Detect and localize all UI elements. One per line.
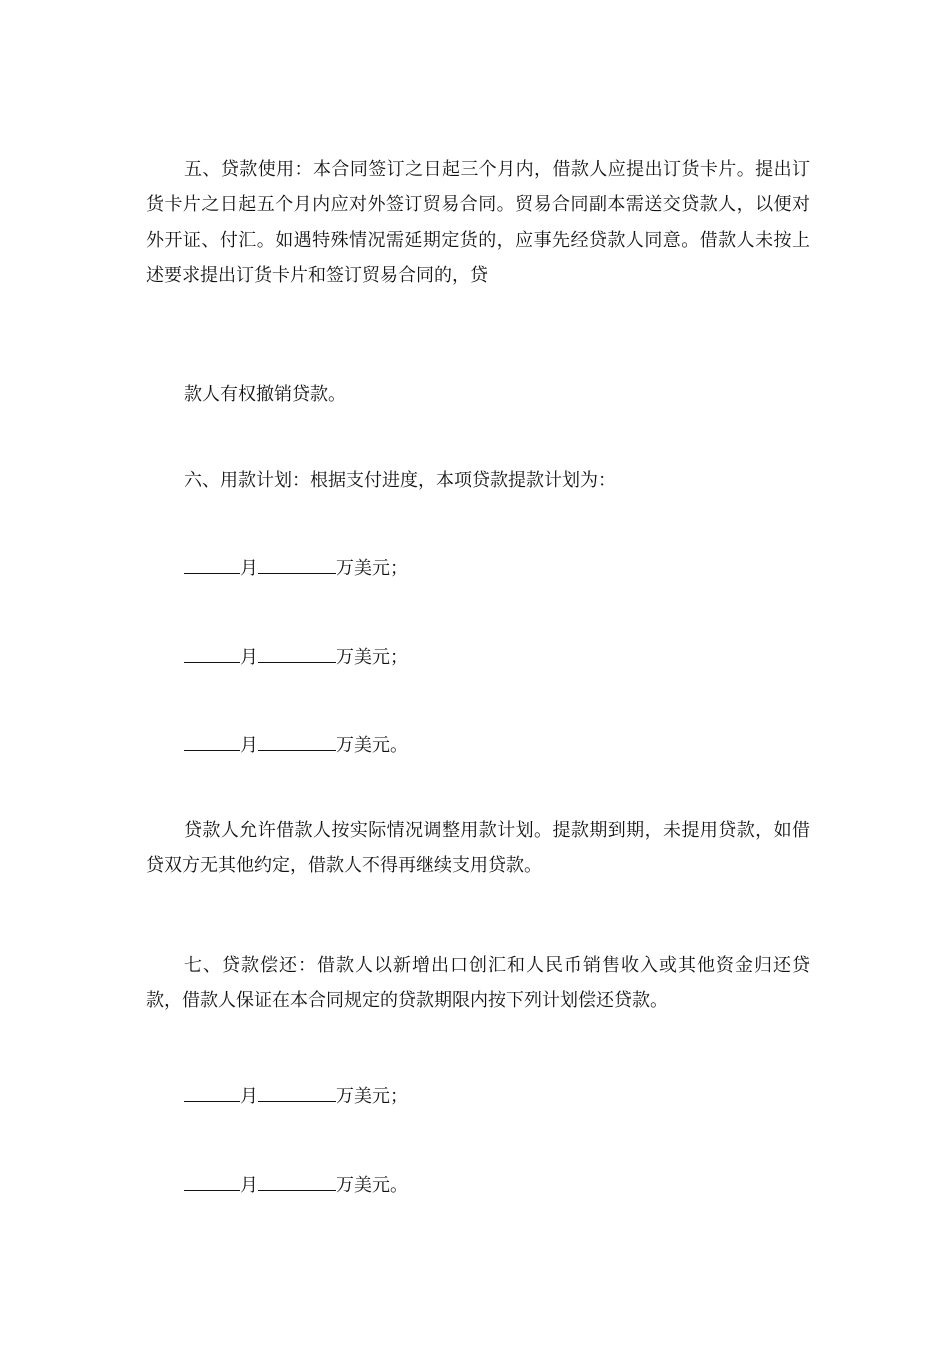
drawdown-plan-line-2 [184,642,408,671]
amount-blank[interactable] [258,1170,336,1191]
section-6-adjustment-note: 贷款人允许借款人按实际情况调整用款计划。提款期到期，未提用贷款，如借贷双方无其他约定，借款人不得再继续支用贷款。 [146,820,810,877]
section-6-heading: 六、用款计划：根据支付进度，本项贷款提款计划为： [184,470,616,491]
amount-label: 万美元； [336,647,408,668]
amount-label: 万美元； [336,558,408,579]
drawdown-plan-line-3 [184,730,408,759]
amount-blank[interactable] [258,642,336,663]
amount-label: 万美元。 [336,1175,408,1196]
month-blank[interactable] [184,642,240,663]
month-blank[interactable] [184,553,240,574]
amount-blank[interactable] [258,730,336,751]
month-blank[interactable] [184,1170,240,1191]
drawdown-plan-line-1 [184,553,408,582]
section-5-loan-use: 五、贷款使用：本合同签订之日起三个月内，借款人应提出订货卡片。提出订货卡片之日起五个月内应对外签订贸易合同。贸易合同副本需送交贷款人，以便对外开证、付汇。如遇特殊情况需延期定货的，应事先经贷款人同意。借款人未按上述要求提出订货卡片和签订贸易合同的，贷 [146,159,810,286]
section-5-continuation: 款人有权撤销贷款。 [184,384,346,405]
month-label: 月 [240,1086,258,1107]
amount-label: 万美元； [336,1086,408,1107]
amount-label: 万美元。 [336,735,408,756]
month-label: 月 [240,1175,258,1196]
month-blank[interactable] [184,730,240,751]
amount-blank[interactable] [258,1081,336,1102]
repayment-plan-line-2 [184,1170,408,1199]
section-7-repayment: 七、贷款偿还：借款人以新增出口创汇和人民币销售收入或其他资金归还贷款，借款人保证在本合同规定的贷款期限内按下列计划偿还贷款。 [146,955,810,1012]
repayment-plan-line-1 [184,1081,408,1110]
month-label: 月 [240,647,258,668]
month-label: 月 [240,558,258,579]
month-label: 月 [240,735,258,756]
amount-blank[interactable] [258,553,336,574]
month-blank[interactable] [184,1081,240,1102]
